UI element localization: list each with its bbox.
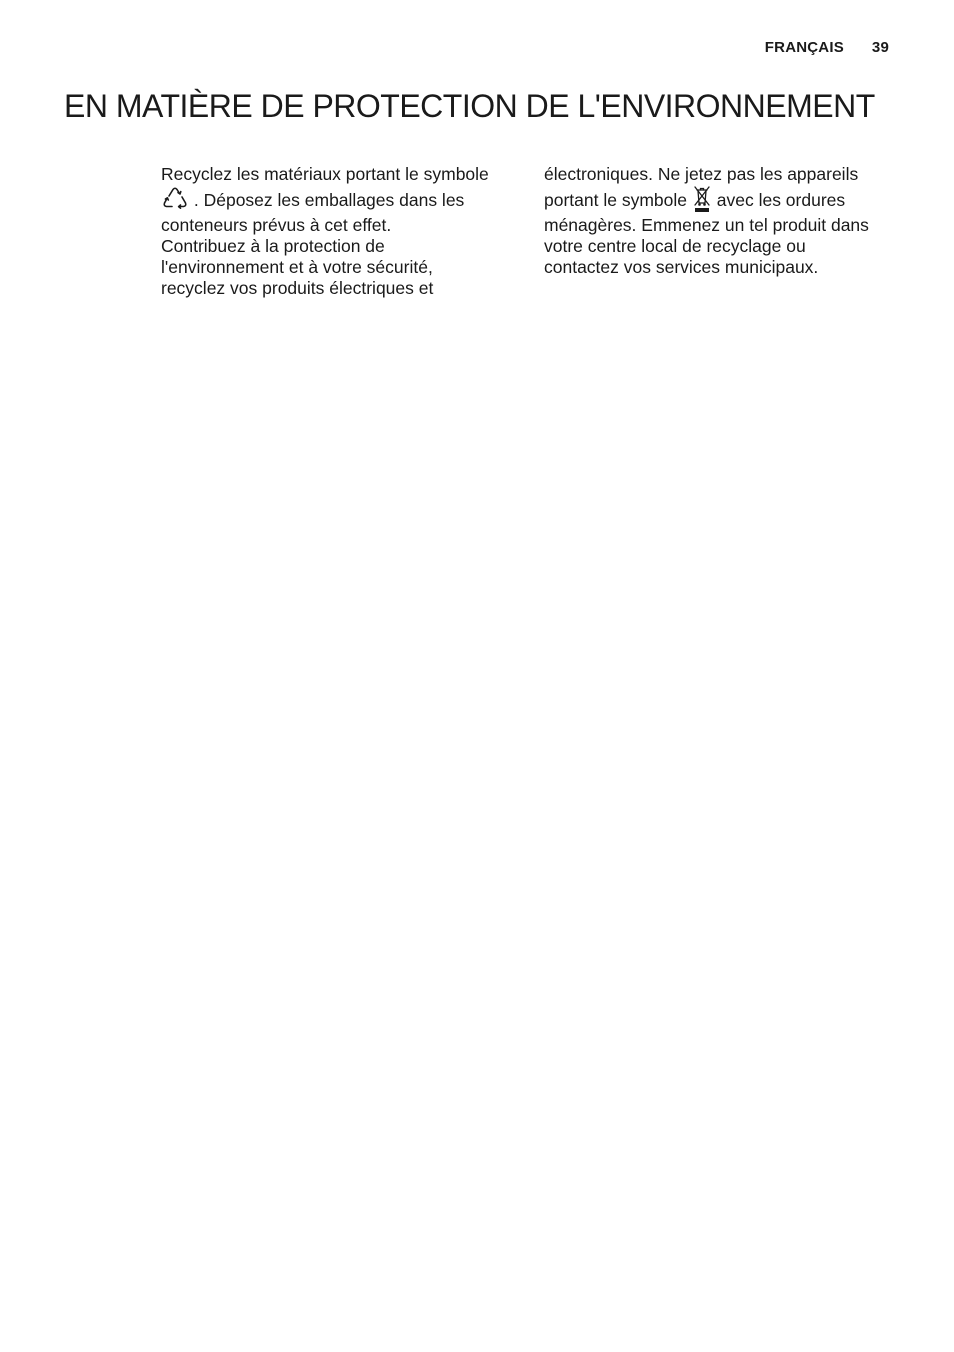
recycle-icon	[161, 185, 189, 213]
left-line-2-text: . Déposez les emballages dans les	[193, 190, 465, 210]
right-column	[544, 164, 904, 278]
language-label: FRANÇAIS	[764, 39, 844, 56]
crossed-out-bin-icon	[692, 184, 712, 214]
right-line-2-after: avec les ordures	[716, 190, 846, 210]
right-line-2-before: portant le symbole	[544, 190, 687, 210]
section-title: EN MATIÈRE DE PROTECTION DE L'ENVIRONNEMENT	[64, 88, 875, 124]
left-line-6: recyclez vos produits électriques et	[161, 278, 434, 298]
right-line-3: ménagères. Emmenez un tel produit dans	[544, 215, 869, 235]
page-header	[765, 39, 889, 56]
left-line-4: Contribuez à la protection de	[161, 236, 385, 256]
left-line-2	[161, 185, 511, 215]
right-line-5: contactez vos services municipaux.	[544, 257, 819, 277]
left-line-3: conteneurs prévus à cet effet.	[161, 215, 392, 235]
left-line-1: Recyclez les matériaux portant le symbole	[161, 164, 489, 184]
left-column	[161, 164, 511, 299]
right-line-2	[544, 185, 904, 215]
left-line-5: l'environnement et à votre sécurité,	[161, 257, 433, 277]
right-line-4: votre centre local de recyclage ou	[544, 236, 806, 256]
right-line-1: électroniques. Ne jetez pas les appareils	[544, 164, 859, 184]
page-number: 39	[871, 39, 889, 56]
